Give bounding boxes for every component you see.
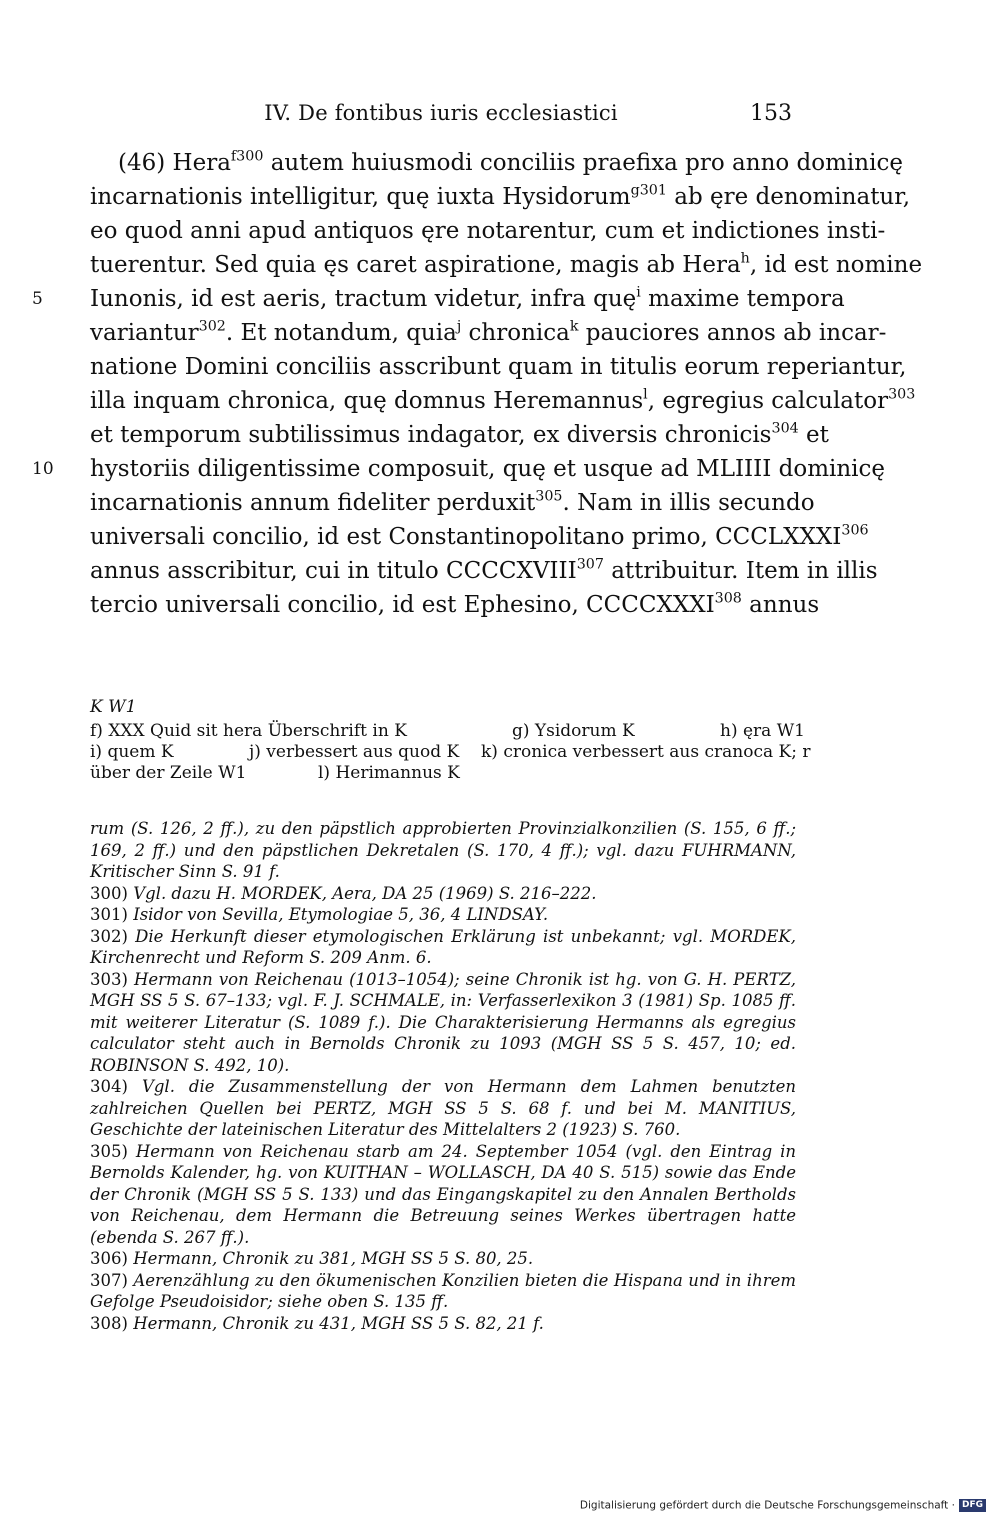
- apparatus-entry: über der Zeile W1: [90, 763, 247, 783]
- note-marker: j: [456, 318, 462, 335]
- text-line: [90, 316, 887, 350]
- text-run: illa inquam chronica, quę domnus Heremannus: [90, 388, 644, 414]
- text-line: [90, 180, 911, 214]
- footnote-text: Hermann von Reichenau (1013–1054); seine Chronik ist hg. von G. H. PERTZ, MGH SS 5 S. 67–133; vgl. F. J. SCHMALE, in: Verfasserlexikon 3 (1981) Sp. 1085 ff. mit weiterer Literatur (S. 1089 f.). Die Charakterisierung Hermanns als egregius calculator steht auch in Bernolds Chronik zu 1093 (MGH SS 5 S. 457, 10; ed. ROBINSON S. 492, 10).: [90, 969, 797, 1075]
- apparatus-row: [90, 721, 805, 742]
- text-run: (46) Hera: [118, 150, 231, 176]
- text-line: [90, 520, 869, 554]
- footnote: [90, 1141, 796, 1249]
- running-head: [90, 101, 792, 131]
- note-marker: 308: [714, 590, 742, 607]
- apparatus-entry: k) cronica verbessert aus cranoca K; r: [481, 742, 811, 762]
- note-marker: f300: [230, 148, 264, 165]
- note-marker: l: [643, 386, 648, 403]
- footnote-text: Hermann, Chronik zu 381, MGH SS 5 S. 80, 25.: [133, 1249, 534, 1268]
- apparatus-entry: f) XXX Quid sit hera Überschrift in K: [90, 721, 407, 741]
- apparatus-sigla: K W1: [90, 697, 137, 717]
- footnote-number: 307): [90, 1270, 128, 1290]
- footnote: [90, 883, 796, 905]
- apparatus-entry: j) verbessert aus quod K: [249, 742, 460, 762]
- text-line: [90, 486, 815, 520]
- page-number: 153: [750, 101, 792, 126]
- footnote-number: 308): [90, 1313, 128, 1333]
- line-number: 10: [32, 459, 54, 479]
- text-line: [32, 452, 886, 486]
- footnote: [90, 969, 796, 1077]
- apparatus-entry: l) Herimannus K: [318, 763, 460, 783]
- text-line: [90, 146, 903, 180]
- text-run: annus asscribitur, cui in titulo CCCCXVIII: [90, 558, 577, 584]
- line-number: 5: [32, 289, 43, 309]
- text-run: tuerentur. Sed quia ęs caret aspiratione, magis ab Hera: [90, 252, 741, 278]
- text-run: maxime tempora: [640, 286, 845, 312]
- footnote-number: 300): [90, 883, 128, 903]
- footnote-number: 305): [90, 1141, 128, 1161]
- critical-apparatus: [90, 697, 811, 784]
- text-run: , egregius calculator: [647, 388, 889, 414]
- footnotes: [90, 818, 796, 1334]
- text-run: . Nam in illis secundo: [562, 490, 815, 516]
- text-line: [90, 588, 820, 622]
- text-run: chronica: [461, 320, 570, 346]
- note-marker: i: [636, 284, 641, 301]
- footnote-number: 302): [90, 926, 128, 946]
- note-marker: 306: [841, 522, 869, 539]
- text-run: incarnationis intelligitur, quę iuxta Hysidorum: [90, 184, 631, 210]
- footnote-text: Isidor von Sevilla, Etymologiae 5, 36, 4 LINDSAY.: [133, 905, 549, 924]
- footnote-text: Hermann von Reichenau starb am 24. September 1054 (vgl. den Eintrag in Bernolds Kalender, hg. von KUITHAN – WOLLASCH, DA 40 S. 515) sowie das Ende der Chronik (MGH SS 5 S. 133) und das Eingangskapitel zu den Annalen Bertholds von Reichenau, dem Hermann die Betreuung seines Werkes übertragen hatte (ebenda S. 267 ff.).: [90, 1141, 797, 1247]
- footnote: [90, 1076, 796, 1141]
- footnote-number: 301): [90, 905, 128, 924]
- digitization-credit: [580, 1499, 986, 1512]
- text-line: [90, 248, 923, 282]
- note-marker: k: [569, 318, 579, 335]
- footnote-text: Hermann, Chronik zu 431, MGH SS 5 S. 82, 21 f.: [133, 1313, 544, 1333]
- text-run: autem huiusmodi conciliis praefixa pro anno dominicę: [263, 150, 903, 176]
- note-marker: g301: [630, 182, 667, 199]
- footnote: [90, 1313, 796, 1335]
- text-run: et: [798, 422, 829, 448]
- apparatus-entry: g) Ysidorum K: [512, 721, 635, 741]
- credit-text: Digitalisierung gefördert durch die Deutsche Forschungsgemeinschaft ·: [579, 1499, 955, 1512]
- footnote: [90, 818, 796, 883]
- footnote-text: Die Herkunft dieser etymologischen Erklärung ist unbekannt; vgl. MORDEK, Kirchenrecht und Reform S. 209 Anm. 6.: [90, 926, 797, 967]
- text-line: [90, 418, 829, 452]
- text-run: eo quod anni apud antiquos ęre notarentur, cum et indictiones insti-: [90, 218, 886, 244]
- note-marker: h: [740, 250, 750, 267]
- footnote: [90, 904, 796, 926]
- text-run: hystoriis diligentissime composuit, quę et usque ad MLIIII dominicę: [90, 456, 886, 482]
- footnote-text: Vgl. die Zusammenstellung der von Hermann dem Lahmen benutzten zahlreichen Quellen bei PERTZ, MGH SS 5 S. 68 f. und bei M. MANITIUS, Geschichte der lateinischen Literatur des Mittelalters 2 (1923) S. 760.: [90, 1077, 797, 1139]
- footnote: [90, 1270, 796, 1313]
- text-run: Iunonis, id est aeris, tractum videtur, infra quę: [90, 286, 637, 312]
- text-run: ab ęre denominatur,: [666, 184, 911, 210]
- text-run: annus: [741, 592, 820, 618]
- text-run: pauciores annos ab incar-: [578, 320, 887, 346]
- text-line: [90, 384, 916, 418]
- text-run: attribuitur. Item in illis: [603, 558, 878, 584]
- note-marker: 305: [535, 488, 563, 505]
- dfg-logo: DFG: [959, 1499, 986, 1512]
- footnote-text: rum (S. 126, 2 ff.), zu den päpstlich approbierten Provinzialkonzilien (S. 155, 6 ff.; 169, 2 ff.) und den päpstlichen Dekretalen (S. 170, 4 ff.); vgl. dazu FUHRMANN, Kritischer Sinn S. 91 f.: [90, 819, 796, 881]
- footnote-number: 304): [90, 1077, 128, 1096]
- note-marker: 302: [198, 318, 226, 335]
- text-run: tercio universali concilio, id est Ephesino, CCCCXXXI: [90, 592, 715, 618]
- text-line: [32, 282, 845, 316]
- text-run: universali concilio, id est Constantinopolitano primo, CCCLXXXI: [90, 524, 842, 550]
- apparatus-entry: i) quem K: [90, 742, 174, 762]
- footnote-number: 303): [90, 969, 128, 989]
- apparatus-entry: h) ęra W1: [720, 721, 805, 741]
- footnote-text: Vgl. dazu H. MORDEK, Aera, DA 25 (1969) S. 216–222.: [133, 883, 597, 903]
- running-head-title: IV. De fontibus iuris ecclesiastici: [264, 101, 618, 125]
- footnote-number: 306): [90, 1249, 128, 1268]
- text-run: natione Domini conciliis asscribunt quam in titulis eorum reperiantur,: [90, 354, 907, 380]
- apparatus-row: [90, 763, 792, 784]
- text-run: , id est nomine: [749, 252, 923, 278]
- footnote: [90, 1248, 796, 1270]
- apparatus-row: [90, 742, 811, 763]
- note-marker: 304: [771, 420, 799, 437]
- note-marker: 303: [888, 386, 916, 403]
- text-run: incarnationis annum fideliter perduxit: [90, 490, 536, 516]
- text-line: [90, 554, 878, 588]
- text-line: [90, 214, 886, 248]
- text-run: variantur: [90, 320, 199, 346]
- note-marker: 307: [576, 556, 604, 573]
- text-run: . Et notandum, quia: [225, 320, 457, 346]
- footnote: [90, 926, 796, 969]
- text-run: et temporum subtilissimus indagator, ex diversis chronicis: [90, 422, 772, 448]
- text-line: [90, 350, 907, 384]
- footnote-text: Aerenzählung zu den ökumenischen Konzilien bieten die Hispana und in ihrem Gefolge Pseudoisidor; siehe oben S. 135 ff.: [90, 1270, 796, 1311]
- main-text: [32, 146, 923, 622]
